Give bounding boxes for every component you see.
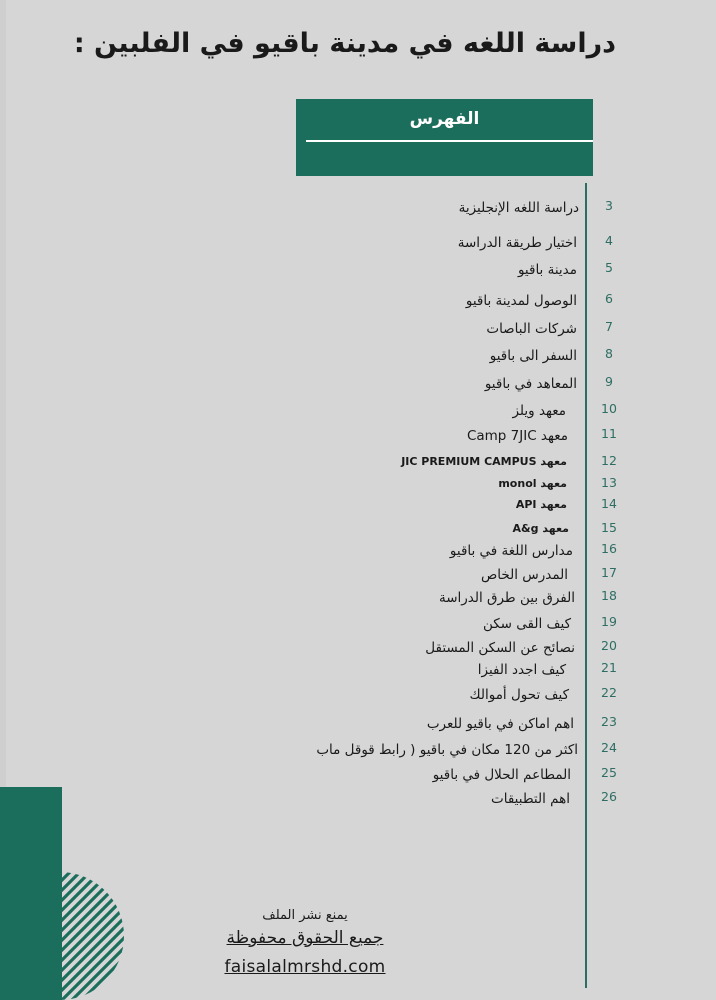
toc-entry-title: شركات الباصات bbox=[486, 321, 577, 337]
toc-entry[interactable] bbox=[0, 477, 716, 497]
toc-page-number: 7 bbox=[605, 319, 613, 334]
footer-rights: جميع الحقوق محفوظة bbox=[226, 928, 384, 948]
toc-entry[interactable] bbox=[0, 455, 716, 475]
toc-page-number: 6 bbox=[605, 291, 613, 306]
toc-entry-title: اكثر من 120 مكان في باقيو ( رابط قوقل ماب bbox=[316, 742, 578, 758]
toc-entry[interactable] bbox=[0, 640, 716, 660]
toc-entry-title: كيف القى سكن bbox=[482, 616, 571, 632]
toc-entry[interactable] bbox=[0, 262, 716, 282]
toc-entry[interactable] bbox=[0, 567, 716, 587]
toc-entry[interactable] bbox=[0, 687, 716, 707]
toc-page-number: 24 bbox=[601, 740, 617, 755]
toc-entry[interactable] bbox=[0, 590, 716, 610]
footer-website-link[interactable]: faisalalmrshd.com bbox=[224, 957, 386, 977]
toc-page-number: 10 bbox=[601, 401, 617, 416]
toc-entry[interactable] bbox=[0, 742, 716, 762]
toc-page-number: 13 bbox=[601, 475, 617, 490]
toc-entry-title: اختيار طريقة الدراسة bbox=[457, 235, 577, 251]
toc-entry-title: معهد Camp 7JIC bbox=[466, 428, 568, 444]
toc-page-number: 9 bbox=[605, 374, 613, 389]
toc-page-number: 15 bbox=[601, 520, 617, 535]
toc-entry[interactable] bbox=[0, 543, 716, 563]
toc-page-number: 21 bbox=[601, 660, 617, 675]
toc-page-number: 16 bbox=[601, 541, 617, 556]
footer-notice: يمنع نشر الملف bbox=[262, 908, 348, 923]
toc-entry-title: كيف تحول أموالك bbox=[469, 687, 569, 703]
toc-entry[interactable] bbox=[0, 403, 716, 423]
toc-entry-title: المدرس الخاص bbox=[480, 567, 568, 583]
toc-entry[interactable] bbox=[0, 662, 716, 682]
toc-entry-title: المطاعم الحلال في باقيو bbox=[432, 767, 571, 783]
toc-page-number: 26 bbox=[601, 789, 617, 804]
toc-page-number: 18 bbox=[601, 588, 617, 603]
toc-entry[interactable] bbox=[0, 522, 716, 542]
toc-entry[interactable] bbox=[0, 498, 716, 518]
document-title: دراسة اللغه في مدينة باقيو في الفلبين : bbox=[73, 28, 616, 59]
index-label: الفهرس bbox=[409, 109, 480, 129]
toc-entry-title: معهد ويلز bbox=[512, 403, 566, 419]
toc-entry[interactable] bbox=[0, 428, 716, 448]
toc-entry-title: نصائح عن السكن المستقل bbox=[425, 640, 575, 656]
toc-page-number: 5 bbox=[605, 260, 613, 275]
toc-entry[interactable] bbox=[0, 616, 716, 636]
toc-entry[interactable] bbox=[0, 716, 716, 736]
toc-entry-title: مدينة باقيو bbox=[517, 262, 577, 278]
toc-page-number: 3 bbox=[605, 198, 613, 213]
decorative-green-block bbox=[0, 787, 62, 1000]
toc-page-number: 12 bbox=[601, 453, 617, 468]
banner-underline bbox=[306, 140, 593, 142]
decorative-striped-semicircle bbox=[60, 872, 126, 1000]
toc-page-number: 20 bbox=[601, 638, 617, 653]
toc-entry[interactable] bbox=[0, 293, 716, 313]
toc-entry-title: كيف اجدد الفيزا bbox=[477, 662, 566, 678]
toc-entry-title: معهد JIC PREMIUM CAMPUS bbox=[401, 455, 567, 468]
toc-entry-title: اهم التطبيقات bbox=[491, 791, 570, 807]
toc-page-number: 25 bbox=[601, 765, 617, 780]
toc-entry-title: معهد monol bbox=[498, 477, 567, 490]
toc-entry-title: مدارس اللغة في باقيو bbox=[449, 543, 573, 559]
toc-entry[interactable] bbox=[0, 321, 716, 341]
toc-entry[interactable] bbox=[0, 376, 716, 396]
toc-page-number: 8 bbox=[605, 346, 613, 361]
toc-entry-title: السفر الى باقيو bbox=[489, 348, 577, 364]
toc-entry[interactable] bbox=[0, 235, 716, 255]
toc-entry-title: الوصول لمدينة باقيو bbox=[465, 293, 577, 309]
toc-entry[interactable] bbox=[0, 200, 716, 220]
toc-entry-title: المعاهد في باقيو bbox=[484, 376, 577, 392]
toc-page-number: 23 bbox=[601, 714, 617, 729]
toc-page-number: 14 bbox=[601, 496, 617, 511]
index-banner bbox=[296, 99, 593, 176]
toc-page-number: 19 bbox=[601, 614, 617, 629]
toc-page-number: 22 bbox=[601, 685, 617, 700]
toc-page-number: 11 bbox=[601, 426, 617, 441]
toc-entry[interactable] bbox=[0, 767, 716, 787]
toc-entry[interactable] bbox=[0, 348, 716, 368]
toc-page-number: 4 bbox=[605, 233, 613, 248]
toc-entry-title: دراسة اللغه الإنجليزية bbox=[458, 200, 579, 216]
toc-entry-title: معهد API bbox=[515, 498, 567, 511]
toc-entry[interactable] bbox=[0, 791, 716, 811]
toc-page-number: 17 bbox=[601, 565, 617, 580]
toc-entry-title: معهد A&g bbox=[512, 522, 569, 535]
toc-entry-title: اهم اماكن في باقيو للعرب bbox=[426, 716, 574, 732]
toc-entry-title: الفرق بين طرق الدراسة bbox=[438, 590, 575, 606]
